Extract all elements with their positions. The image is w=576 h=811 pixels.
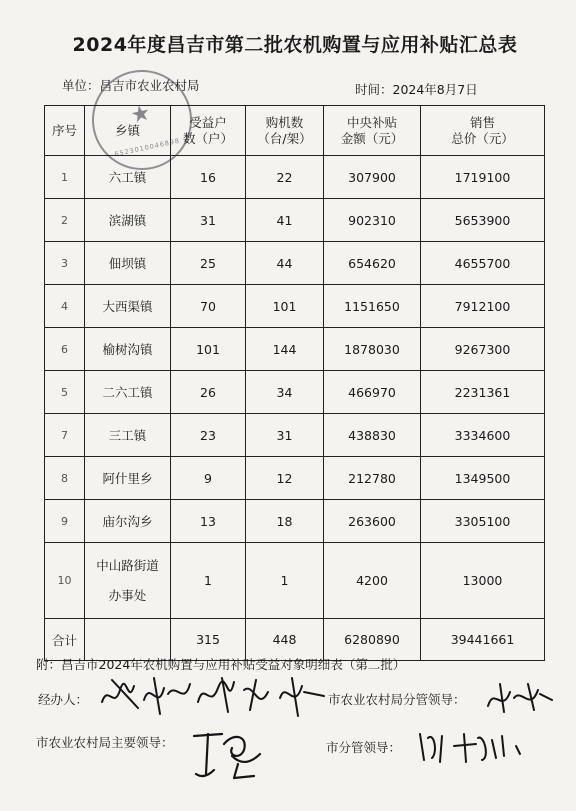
cell-machines: 101: [246, 285, 324, 328]
cell-no: 9: [45, 500, 85, 543]
cell-price: 4655700: [421, 242, 545, 285]
table-row: [45, 414, 545, 457]
header-machines: 购机数 （台/架）: [246, 106, 324, 156]
cell-machines: 144: [246, 328, 324, 371]
cell-no: 1: [45, 156, 85, 199]
cell-machines: 22: [246, 156, 324, 199]
cell-subsidy: 307900: [324, 156, 421, 199]
cell-machines: 31: [246, 414, 324, 457]
cell-machines: 12: [246, 457, 324, 500]
cell-households: 1: [171, 543, 246, 619]
seal-star-icon: ★: [128, 100, 153, 129]
bureau-main-leader-label: 市农业农村局主要领导：: [36, 735, 174, 750]
cell-no: 2: [45, 199, 85, 242]
bureau-leader-label: 市农业农村局分管领导：: [328, 692, 466, 707]
city-leader-signature: [412, 728, 532, 768]
date-line: 时间：2024年8月7日: [355, 82, 478, 97]
cell-households: 13: [171, 500, 246, 543]
subsidy-summary-table: [44, 105, 545, 661]
cell-subsidy: 263600: [324, 500, 421, 543]
table-row: [45, 285, 545, 328]
cell-machines: 1: [246, 543, 324, 619]
total-machines: 448: [246, 619, 324, 661]
cell-town: 佃坝镇: [85, 242, 171, 285]
cell-machines: 34: [246, 371, 324, 414]
cell-town: 二六工镇: [85, 371, 171, 414]
attachment-note: 附：昌吉市2024年农机购置与应用补贴受益对象明细表（第二批）: [36, 657, 406, 672]
unit-value: 昌吉市农业农村局: [99, 78, 200, 93]
cell-town: 庙尔沟乡: [85, 500, 171, 543]
cell-price: 1349500: [421, 457, 545, 500]
cell-price: 2231361: [421, 371, 545, 414]
cell-subsidy: 466970: [324, 371, 421, 414]
cell-price: 5653900: [421, 199, 545, 242]
cell-households: 9: [171, 457, 246, 500]
cell-price: 1719100: [421, 156, 545, 199]
cell-town: 榆树沟镇: [85, 328, 171, 371]
cell-subsidy: 438830: [324, 414, 421, 457]
cell-machines: 41: [246, 199, 324, 242]
bureau-leader-signature: [484, 680, 556, 716]
table-row: [45, 543, 545, 619]
table-row: [45, 156, 545, 199]
cell-price: 3334600: [421, 414, 545, 457]
total-price: 39441661: [421, 619, 545, 661]
header-subsidy: 中央补贴 金额（元）: [324, 106, 421, 156]
header-price: 销售 总价（元）: [421, 106, 545, 156]
table-header-row: [45, 106, 545, 156]
cell-households: 23: [171, 414, 246, 457]
cell-no: 10: [45, 543, 85, 619]
cell-households: 31: [171, 199, 246, 242]
cell-town: 大西渠镇: [85, 285, 171, 328]
cell-no: 8: [45, 457, 85, 500]
cell-no: 7: [45, 414, 85, 457]
cell-subsidy: 4200: [324, 543, 421, 619]
cell-price: 9267300: [421, 328, 545, 371]
city-leader-label: 市分管领导：: [326, 740, 402, 755]
cell-town: 阿什里乡: [85, 457, 171, 500]
table-row: [45, 371, 545, 414]
cell-town: 滨湖镇: [85, 199, 171, 242]
table-row: [45, 242, 545, 285]
cell-subsidy: 212780: [324, 457, 421, 500]
table-row: [45, 199, 545, 242]
cell-no: 4: [45, 285, 85, 328]
handler-label: 经办人：: [38, 692, 89, 707]
cell-subsidy: 1151650: [324, 285, 421, 328]
cell-price: 13000: [421, 543, 545, 619]
seal-code: 6523010046898: [113, 136, 181, 159]
cell-households: 26: [171, 371, 246, 414]
unit-label: 单位：: [62, 78, 100, 93]
handler-signatures: [98, 672, 330, 720]
cell-households: 101: [171, 328, 246, 371]
cell-price: 7912100: [421, 285, 545, 328]
cell-households: 16: [171, 156, 246, 199]
table-row: [45, 500, 545, 543]
cell-households: 25: [171, 242, 246, 285]
cell-no: 3: [45, 242, 85, 285]
total-subsidy: 6280890: [324, 619, 421, 661]
cell-machines: 18: [246, 500, 324, 543]
header-households: 受益户 数（户）: [171, 106, 246, 156]
table-row: [45, 457, 545, 500]
cell-price: 3305100: [421, 500, 545, 543]
document-title: 2024年度昌吉市第二批农机购置与应用补贴汇总表: [72, 34, 518, 56]
cell-town: 三工镇: [85, 414, 171, 457]
cell-no: 6: [45, 328, 85, 371]
table-row: [45, 328, 545, 371]
total-label: 合计: [45, 619, 85, 661]
cell-no: 5: [45, 371, 85, 414]
cell-subsidy: 902310: [324, 199, 421, 242]
cell-subsidy: 1878030: [324, 328, 421, 371]
header-town: 乡镇: [85, 106, 171, 156]
cell-households: 70: [171, 285, 246, 328]
cell-town: 中山路街道 办事处: [85, 543, 171, 619]
cell-town: 六工镇: [85, 156, 171, 199]
bureau-main-leader-signature: [188, 726, 266, 782]
cell-machines: 44: [246, 242, 324, 285]
cell-subsidy: 654620: [324, 242, 421, 285]
total-households: 315: [171, 619, 246, 661]
header-no: 序号: [45, 106, 85, 156]
